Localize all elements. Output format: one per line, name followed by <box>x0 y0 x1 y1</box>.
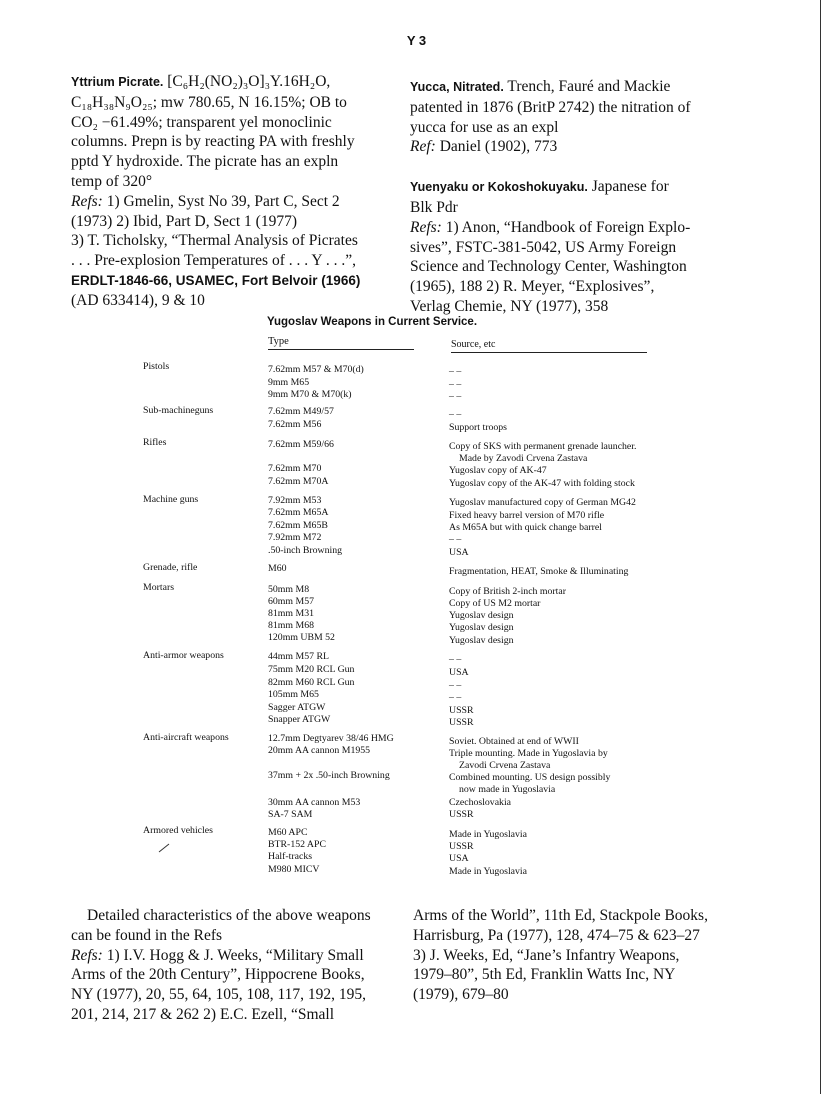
weapon-type-cell: M60 APC <box>268 827 308 838</box>
ref-line: 3) T. Ticholsky, “Thermal Analysis of Picrates <box>71 232 358 250</box>
weapon-type-cell: BTR-152 APC <box>268 839 326 850</box>
weapon-type-cell: 81mm M68 <box>268 620 314 631</box>
weapon-type-cell: 20mm AA cannon M1955 <box>268 745 371 756</box>
page-edge-rule <box>820 0 821 1094</box>
weapon-source-cell: USA <box>449 667 469 678</box>
weapon-source-cell: USSR <box>449 705 474 716</box>
weapon-source-cell: Combined mounting. US design possibly <box>449 772 611 783</box>
ref-line: 3) J. Weeks, Ed, “Jane’s Infantry Weapons, <box>413 946 680 964</box>
weapon-source-cell: – – <box>449 409 462 420</box>
weapon-type-cell: 105mm M65 <box>268 689 319 700</box>
weapon-source-cell: – – <box>449 534 462 545</box>
page-number: Y 3 <box>406 33 427 48</box>
entry-yuenyaku <box>410 177 730 317</box>
weapon-source-cell: Soviet. Obtained at end of WWII <box>449 736 579 747</box>
entry-text-line: temp of 320° <box>71 172 153 190</box>
column-header-type: Type <box>268 336 414 350</box>
weapon-source-cell: – – <box>449 391 462 402</box>
weapon-source-cell: Copy of British 2-inch mortar <box>449 586 567 597</box>
weapons-refs-left <box>71 906 371 1025</box>
entry-term: Yuenyaku or Kokoshokuyaku. <box>410 180 588 195</box>
weapon-type-cell: 12.7mm Degtyarev 38/46 HMG <box>268 733 394 744</box>
ref-line: ERDLT-1846-66, USAMEC, Fort Belvoir (1966) <box>71 272 361 288</box>
weapon-source-cell: Zavodi Crvena Zastava <box>459 760 551 771</box>
weapon-type-cell: Sagger ATGW <box>268 702 326 713</box>
ref-line: Arms of the 20th Century”, Hippocrene Books, <box>71 966 365 984</box>
ref-line: Science and Technology Center, Washington <box>410 258 687 276</box>
entry-yucca-nitrated <box>410 77 730 157</box>
ref-line: 1979–80”, 5th Ed, Franklin Watts Inc, NY <box>413 966 676 984</box>
weapon-source-cell: Yugoslav copy of the AK-47 with folding stock <box>449 478 635 489</box>
category-label: Rifles <box>143 437 167 448</box>
weapon-type-cell: 82mm M60 RCL Gun <box>268 677 355 688</box>
category-label: Mortars <box>143 582 175 593</box>
ref-line: NY (1977), 20, 55, 64, 105, 108, 117, 192, 195, <box>71 986 367 1004</box>
ref-line: 1) I.V. Hogg & J. Weeks, “Military Small <box>102 946 364 964</box>
ref-label: Ref: <box>410 138 436 156</box>
weapon-type-cell: 37mm + 2x .50-inch Browning <box>268 770 390 781</box>
weapons-refs-right <box>413 906 713 1005</box>
weapon-type-cell: 7.92mm M72 <box>268 532 322 543</box>
weapon-source-cell: Yugoslav manufactured copy of German MG42 <box>449 497 636 508</box>
weapon-type-cell: 75mm M20 RCL Gun <box>268 664 355 675</box>
weapon-type-cell: 7.62mm M65B <box>268 520 328 531</box>
weapon-source-cell: – – <box>449 654 462 665</box>
weapon-source-cell: Yugoslav design <box>449 635 514 646</box>
weapon-source-cell: USA <box>449 547 469 558</box>
weapon-source-cell: Yugoslav design <box>449 610 514 621</box>
category-label: Anti-armor weapons <box>143 650 224 661</box>
ref-line: 201, 214, 217 & 262 2) E.C. Ezell, “Small <box>71 1005 335 1023</box>
weapon-source-cell: Yugoslav copy of AK-47 <box>449 465 547 476</box>
weapon-source-cell: USSR <box>449 841 474 852</box>
weapon-type-cell: 50mm M8 <box>268 584 310 595</box>
weapon-type-cell: M60 <box>268 563 287 574</box>
ref-line: Harrisburg, Pa (1977), 128, 474–75 & 623–27 <box>413 926 700 944</box>
weapon-type-cell: 120mm UBM 52 <box>268 632 335 643</box>
weapon-source-cell: USSR <box>449 717 474 728</box>
weapon-source-cell: USSR <box>449 809 474 820</box>
weapon-source-cell: Czechoslovakia <box>449 797 512 808</box>
right-column <box>410 77 730 317</box>
ref-line: . . . Pre-explosion Temperatures of . . . Y . . .”, <box>71 252 357 270</box>
weapon-type-cell: 60mm M57 <box>268 596 314 607</box>
ref-line: (1979), 679–80 <box>413 986 509 1004</box>
weapon-source-cell: Copy of US M2 mortar <box>449 598 541 609</box>
text-line: Detailed characteristics of the above weapons <box>87 907 371 924</box>
category-label: Machine guns <box>143 494 199 505</box>
column-header-source: Source, etc <box>451 339 647 353</box>
entry-text-line: pptd Y hydroxide. The picrate has an expln <box>71 153 339 171</box>
category-label: Armored vehicles <box>143 825 213 836</box>
entry-text-line: C₁₈H₃₈N₉O₂₅; mw 780.65, N 16.15%; OB to <box>71 93 347 111</box>
entry-text-line: patented in 1876 (BritP 2742) the nitration of <box>410 98 691 116</box>
ref-line: Daniel (1902), 773 <box>435 138 558 156</box>
weapon-source-cell: – – <box>449 680 462 691</box>
weapon-type-cell: 7.62mm M70 <box>268 463 322 474</box>
weapon-source-cell: Yugoslav design <box>449 622 514 633</box>
weapon-type-cell: 7.62mm M56 <box>268 419 322 430</box>
ref-line: 1) Gmelin, Syst No 39, Part C, Sect 2 <box>102 192 340 210</box>
weapon-type-cell: 9mm M70 & M70(k) <box>268 389 352 400</box>
ref-line: (1965), 188 2) R. Meyer, “Explosives”, <box>410 278 655 296</box>
entry-term: Yttrium Picrate. <box>71 75 164 89</box>
refs-label: Refs: <box>71 192 103 210</box>
ref-line: (1973) 2) Ibid, Part D, Sect 1 (1977) <box>71 212 297 230</box>
refs-label: Refs: <box>71 946 103 964</box>
weapon-source-cell: Fixed heavy barrel version of M70 rifle <box>449 510 605 521</box>
weapon-type-cell: 7.62mm M49/57 <box>268 406 334 417</box>
weapon-type-cell: 30mm AA cannon M53 <box>268 797 361 808</box>
weapon-source-cell: now made in Yugoslavia <box>459 784 556 795</box>
entry-text-line: Blk Pdr <box>410 198 458 216</box>
weapon-type-cell: .50-inch Browning <box>268 545 343 556</box>
weapon-type-cell: SA-7 SAM <box>268 809 313 820</box>
weapon-type-cell: 81mm M31 <box>268 608 314 619</box>
table-title: Yugoslav Weapons in Current Service. <box>266 316 478 328</box>
weapon-source-cell: Triple mounting. Made in Yugoslavia by <box>449 748 608 759</box>
entry-text-line: CO₂ −61.49%; transparent yel monoclinic <box>71 113 332 131</box>
entry-text-line: [C₆H₂(NO₂)₃O]₃Y.16H₂O, <box>163 73 331 90</box>
category-label: Sub-machineguns <box>143 405 214 416</box>
weapon-source-cell: As M65A but with quick change barrel <box>449 522 602 533</box>
entry-text-line: Japanese for <box>587 178 669 196</box>
entry-text-line: columns. Prepn is by reacting PA with freshly <box>71 133 355 151</box>
refs-label: Refs: <box>410 218 442 236</box>
scan-mark <box>157 841 171 855</box>
entry-text-line: Trench, Fauré and Mackie <box>503 78 671 95</box>
weapon-source-cell: Fragmentation, HEAT, Smoke & Illuminating <box>449 566 629 577</box>
weapon-type-cell: Half-tracks <box>268 851 313 862</box>
ref-line: Verlag Chemie, NY (1977), 358 <box>410 297 609 315</box>
ref-line: (AD 633414), 9 & 10 <box>71 291 205 309</box>
ref-line: Arms of the World”, 11th Ed, Stackpole Books, <box>413 907 708 924</box>
entry-yttrium-picrate <box>71 72 416 311</box>
entry-term: Yucca, Nitrated. <box>410 80 504 94</box>
weapon-source-cell: Made in Yugoslavia <box>449 829 527 840</box>
weapon-type-cell: 44mm M57 RL <box>268 651 329 662</box>
weapon-source-cell: Made in Yugoslavia <box>449 866 527 877</box>
entry-text-line: yucca for use as an expl <box>410 118 559 136</box>
ref-line: 1) Anon, “Handbook of Foreign Explo- <box>441 218 691 236</box>
weapon-type-cell: 7.92mm M53 <box>268 495 322 506</box>
category-label: Pistols <box>143 361 170 372</box>
weapon-type-cell: 7.62mm M70A <box>268 476 329 487</box>
weapon-source-cell: USA <box>449 853 469 864</box>
weapon-source-cell: – – <box>449 366 462 377</box>
weapon-source-cell: Support troops <box>449 422 507 433</box>
weapon-type-cell: 7.62mm M65A <box>268 507 329 518</box>
weapon-type-cell: Snapper ATGW <box>268 714 331 725</box>
weapon-source-cell: – – <box>449 379 462 390</box>
weapon-source-cell: – – <box>449 692 462 703</box>
weapon-source-cell: Made by Zavodi Crvena Zastava <box>459 453 588 464</box>
category-label: Anti-aircraft weapons <box>143 732 229 743</box>
weapon-type-cell: 7.62mm M57 & M70(d) <box>268 364 364 375</box>
weapon-type-cell: 9mm M65 <box>268 377 310 388</box>
text-line: can be found in the Refs <box>71 926 223 944</box>
weapon-type-cell: M980 MICV <box>268 864 320 875</box>
weapon-source-cell: Copy of SKS with permanent grenade launcher. <box>449 441 637 452</box>
weapon-type-cell: 7.62mm M59/66 <box>268 439 334 450</box>
ref-line: sives”, FSTC-381-5042, US Army Foreign <box>410 238 677 256</box>
category-label: Grenade, rifle <box>143 562 198 573</box>
